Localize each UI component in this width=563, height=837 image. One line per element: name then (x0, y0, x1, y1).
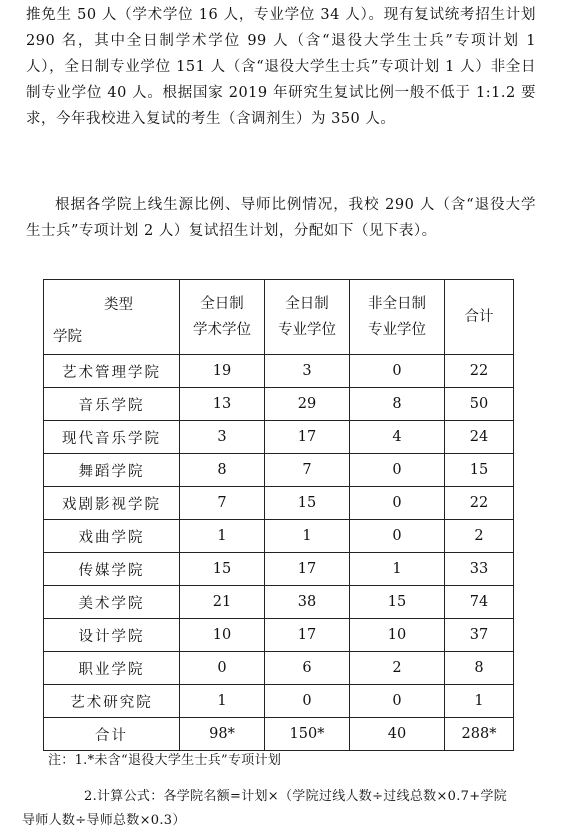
parttime-professional-value: 1 (350, 553, 445, 586)
fulltime-professional-value: 17 (265, 619, 350, 652)
parttime-professional-value: 2 (350, 652, 445, 685)
total-value: 22 (445, 355, 514, 388)
footnote-2-continued: 导师人数÷导师总数×0.3） (22, 813, 186, 828)
table-row (44, 652, 514, 685)
college-name: 艺术研究院 (44, 685, 180, 718)
table-total-row (44, 718, 514, 751)
table-row (44, 553, 514, 586)
footnote-2: 2.计算公式：各学院名额=计划×（学院过线人数÷过线总数×0.7+学院 (84, 789, 508, 804)
parttime-professional-value: 8 (350, 388, 445, 421)
parttime-professional-value: 10 (350, 619, 445, 652)
fulltime-professional-value: 17 (265, 553, 350, 586)
fulltime-professional-value: 15 (265, 487, 350, 520)
header-line: 全日制 (200, 296, 244, 312)
header-line: 专业学位 (278, 322, 336, 338)
fulltime-academic-value: 8 (180, 454, 265, 487)
header-type-label: 类型 (104, 297, 133, 313)
fulltime-professional-value: 6 (265, 652, 350, 685)
table-row (44, 685, 514, 718)
college-name: 职业学院 (44, 652, 180, 685)
fulltime-academic-value: 0 (180, 652, 265, 685)
fulltime-professional-value: 7 (265, 454, 350, 487)
total-value: 74 (445, 586, 514, 619)
total-value: 15 (445, 454, 514, 487)
fulltime-professional-value: 3 (265, 355, 350, 388)
total-row-label: 合计 (44, 718, 180, 751)
fulltime-academic-total: 98* (180, 718, 265, 751)
table-row (44, 355, 514, 388)
table-row (44, 487, 514, 520)
fulltime-professional-value: 29 (265, 388, 350, 421)
table-row (44, 454, 514, 487)
grand-total: 288* (445, 718, 514, 751)
total-value: 22 (445, 487, 514, 520)
college-name: 艺术管理学院 (44, 355, 180, 388)
table-row (44, 520, 514, 553)
header-line: 学术学位 (193, 322, 251, 338)
header-total: 合计 (445, 280, 514, 355)
header-line: 非全日制 (368, 296, 426, 312)
fulltime-academic-value: 1 (180, 520, 265, 553)
total-value: 2 (445, 520, 514, 553)
college-name: 传媒学院 (44, 553, 180, 586)
fulltime-academic-value: 21 (180, 586, 265, 619)
header-parttime-professional (350, 280, 445, 355)
fulltime-professional-value: 38 (265, 586, 350, 619)
college-name: 美术学院 (44, 586, 180, 619)
header-college-label: 学院 (53, 329, 82, 345)
college-name: 戏曲学院 (44, 520, 180, 553)
parttime-professional-value: 0 (350, 487, 445, 520)
header-line: 全日制 (285, 296, 329, 312)
quota-table (43, 279, 514, 751)
footnote-1: 注：1.*未含“退役大学生士兵”专项计划 (48, 753, 282, 768)
fulltime-professional-value: 0 (265, 685, 350, 718)
table-row (44, 421, 514, 454)
parttime-professional-total: 40 (350, 718, 445, 751)
table-row (44, 619, 514, 652)
table-row (44, 586, 514, 619)
fulltime-academic-value: 19 (180, 355, 265, 388)
paragraph-allocation-intro: 根据各学院上线生源比例、导师比例情况，我校 290 人（含“退役大学生士兵”专项计划 2 人）复试招生计划，分配如下（见下表）。 (26, 197, 536, 239)
college-name: 现代音乐学院 (44, 421, 180, 454)
table-row (44, 388, 514, 421)
header-line: 专业学位 (368, 322, 426, 338)
college-name: 戏剧影视学院 (44, 487, 180, 520)
fulltime-professional-value: 1 (265, 520, 350, 553)
total-value: 24 (445, 421, 514, 454)
parttime-professional-value: 0 (350, 355, 445, 388)
total-value: 37 (445, 619, 514, 652)
parttime-professional-value: 15 (350, 586, 445, 619)
total-value: 50 (445, 388, 514, 421)
fulltime-academic-value: 13 (180, 388, 265, 421)
college-name: 舞蹈学院 (44, 454, 180, 487)
fulltime-academic-value: 3 (180, 421, 265, 454)
parttime-professional-value: 0 (350, 685, 445, 718)
total-value: 1 (445, 685, 514, 718)
total-value: 8 (445, 652, 514, 685)
parttime-professional-value: 0 (350, 520, 445, 553)
parttime-professional-value: 4 (350, 421, 445, 454)
fulltime-academic-value: 7 (180, 487, 265, 520)
total-value: 33 (445, 553, 514, 586)
fulltime-professional-total: 150* (265, 718, 350, 751)
college-name: 音乐学院 (44, 388, 180, 421)
parttime-professional-value: 0 (350, 454, 445, 487)
college-name: 设计学院 (44, 619, 180, 652)
header-fulltime-professional (265, 280, 350, 355)
paragraph-enrollment-plan: 推免生 50 人（学术学位 16 人，专业学位 34 人）。现有复试统考招生计划 290 名，其中全日制学术学位 99 人（含“退役大学生士兵”专项计划 1 人），全日制专业学位 151 人（含“退役大学生士兵”专项计划 1 人）非全日制专业学位 40 人。根据国家 2019 年研究生复试比例一般不低于 1:1.2 要求，今年我校进入复试的考生（含调剂生）为 350 人。 (26, 7, 536, 127)
fulltime-academic-value: 15 (180, 553, 265, 586)
table-header-row (44, 280, 514, 355)
fulltime-professional-value: 17 (265, 421, 350, 454)
fulltime-academic-value: 1 (180, 685, 265, 718)
header-fulltime-academic (180, 280, 265, 355)
fulltime-academic-value: 10 (180, 619, 265, 652)
header-corner-cell (44, 280, 180, 355)
